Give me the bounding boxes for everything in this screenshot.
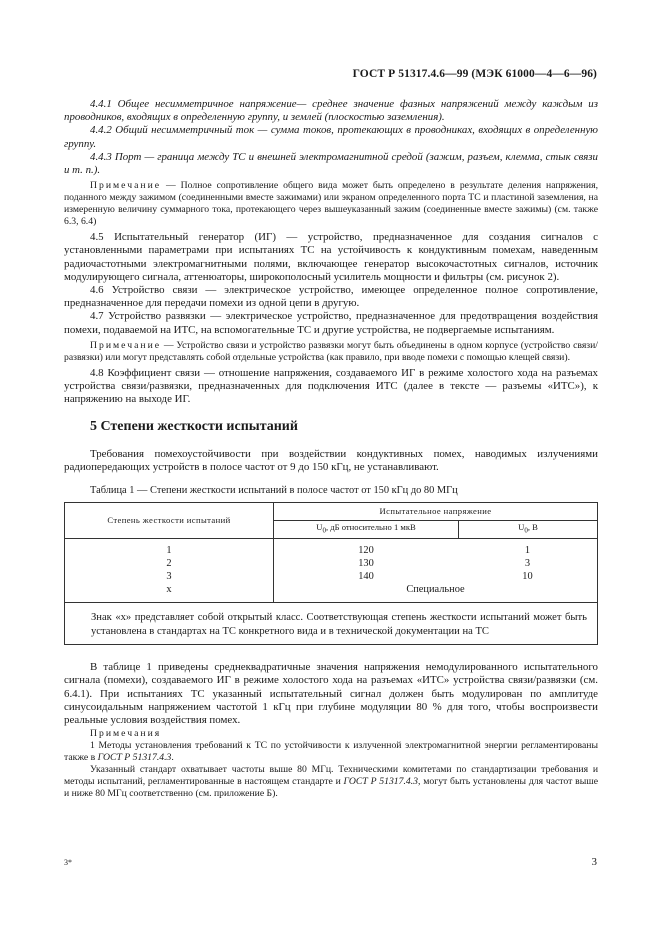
col-header-db: $U_0$, дБ относительно 1 мкВ — [274, 521, 459, 539]
col-header-volts: $U_0$, В — [459, 521, 598, 539]
definition-4-6: 4.6 Устройство связи — электрическое устройство, имеющее определенное полное сопротивление, предназначенное для передачи помехи из одной цепи в другую. — [64, 284, 598, 310]
table-note: Знак «х» представляет собой открытый класс. Соответствующая степень жесткости испытаний может быть установлена в стандартах на ТС конкретного вида и в технической документации на ТС — [65, 603, 598, 645]
page-number: 3 — [591, 856, 597, 868]
definition-4-4-1: 4.4.1 Общее несимметричное напряжение— среднее значение фазных напряжений между каждым из проводников, входящих в определенную группу, и землей (плоскостью заземления). — [64, 98, 598, 124]
note-common-impedance: Примечание — Полное сопротивление общего вида может быть определено в результате деления напряжения, поданного между зажимом (соединенными вместе зажимами) или экраном определенного порта ТС и пластиной заземления, на измеренную величину суммарного тока, протекающего через вышеуказанный зажим (соединенные вместе зажимы) (см. также 6.3, 6.4) — [64, 180, 598, 228]
values-cell — [274, 539, 598, 603]
special-value: Специальное — [406, 584, 465, 596]
notes-label: Примечания — [90, 728, 162, 740]
definition-4-7: 4.7 Устройство развязки — электрическое устройство, предназначенное для предотвращения воздействия помехи, подаваемой на ИТС, на вспомогательные ТС и другие устройства, не подвергаемые испытаниям. — [64, 310, 598, 336]
severity-levels-table — [64, 502, 598, 645]
db-value: 130 — [358, 558, 374, 570]
note-1: 1 Методы установления требований к ТС по устойчивости к излученной электромагнитной энергии регламентированы также в ГОСТ Р 51317.4.3. — [64, 740, 598, 764]
definition-4-5: 4.5 Испытательный генератор (ИГ) — устройство, предназначенное для создания сигналов с установленными параметрами при испытаниях ТС на устойчивость к кондуктивным помехам, наведенным радиочастотными электромагнитными полями, включающее генератор высокочастотных сигналов, источник модулирующего сигнала, аттенюаторы, широкополосный усилитель мощности и фильтры (см. рисунок 2). — [64, 231, 598, 283]
db-value: 120 — [358, 545, 374, 557]
definition-4-8: 4.8 Коэффициент связи — отношение напряжения, создаваемого ИГ в режиме холостого хода на разъемах устройства связи/развязки, предназначенных для подключения ИТС (далее в тексте — разъемы «ИТС»), к напряжению на выходе ИГ. — [64, 366, 598, 406]
col-header-test-voltage: Испытательное напряжение — [274, 503, 598, 521]
level-value: х — [166, 584, 172, 596]
volt-value: 3 — [524, 558, 531, 570]
section-5-heading: 5 Степени жесткости испытаний — [90, 419, 298, 435]
volt-value: 1 — [524, 545, 531, 557]
table-explanation: В таблице 1 приведены среднеквадратичные значения напряжения немодулированного испытательного сигнала (помехи), создаваемого ИГ в режиме холостого хода на разъемах «ИТС» устройства связи/развязки (см. 6.4.1). При испытаниях ТС указанный испытательный сигнал должен быть модулирован по амплитуде синусоидальным напряжением частотой 1 кГц при глубине модуляции 80 % для того, чтобы воспроизвести реальные условия воздействия помех. — [64, 661, 598, 727]
main-content — [64, 98, 598, 800]
note-2: Указанный стандарт охватывает частоты выше 80 МГц. Техническими комитетами по стандартизации требования и методы испытаний, регламентированные в настоящем стандарте и ГОСТ Р 51317.4.3, могут быть установлены для частот выше и ниже 80 МГц соответственно (см. приложение Б). — [64, 764, 598, 800]
definition-4-4-3: 4.4.3 Порт — граница между ТС и внешней электромагнитной средой (зажим, разъем, клемма, стык связи и т. п.). — [64, 150, 598, 177]
table-1-caption: Таблица 1 — Степени жесткости испытаний в полосе частот от 150 кГц до 80 МГц — [90, 485, 458, 497]
level-value: 2 — [166, 558, 172, 570]
footer-sheet-mark: 3* — [64, 858, 72, 867]
db-value: 140 — [358, 571, 374, 583]
col-header-severity: Степень жесткости испытаний — [65, 503, 274, 539]
note-coupling-decoupling: Примечание — Устройство связи и устройство развязки могут быть объединены в одном корпусе (устройство связи/развязки) или могут представлять собой отдельные устройства (как правило, при вводе помехи с помощью клещей связи). — [64, 339, 598, 363]
volt-value: 10 — [522, 571, 533, 583]
levels-cell — [65, 539, 274, 603]
section-5-intro: Требования помехоустойчивости при воздействии кондуктивных помех, наводимых излучениями радиопередающих устройств в полосе частот от 9 до 150 кГц, не устанавливают. — [64, 447, 598, 473]
level-value: 1 — [166, 545, 172, 557]
definition-4-4-2: 4.4.2 Общий несимметричный ток — сумма токов, протекающих в проводниках, входящих в определенную группу. — [64, 124, 598, 150]
document-header: ГОСТ Р 51317.4.6—99 (МЭК 61000—4—6—96) — [352, 68, 597, 80]
level-value: 3 — [166, 571, 172, 583]
